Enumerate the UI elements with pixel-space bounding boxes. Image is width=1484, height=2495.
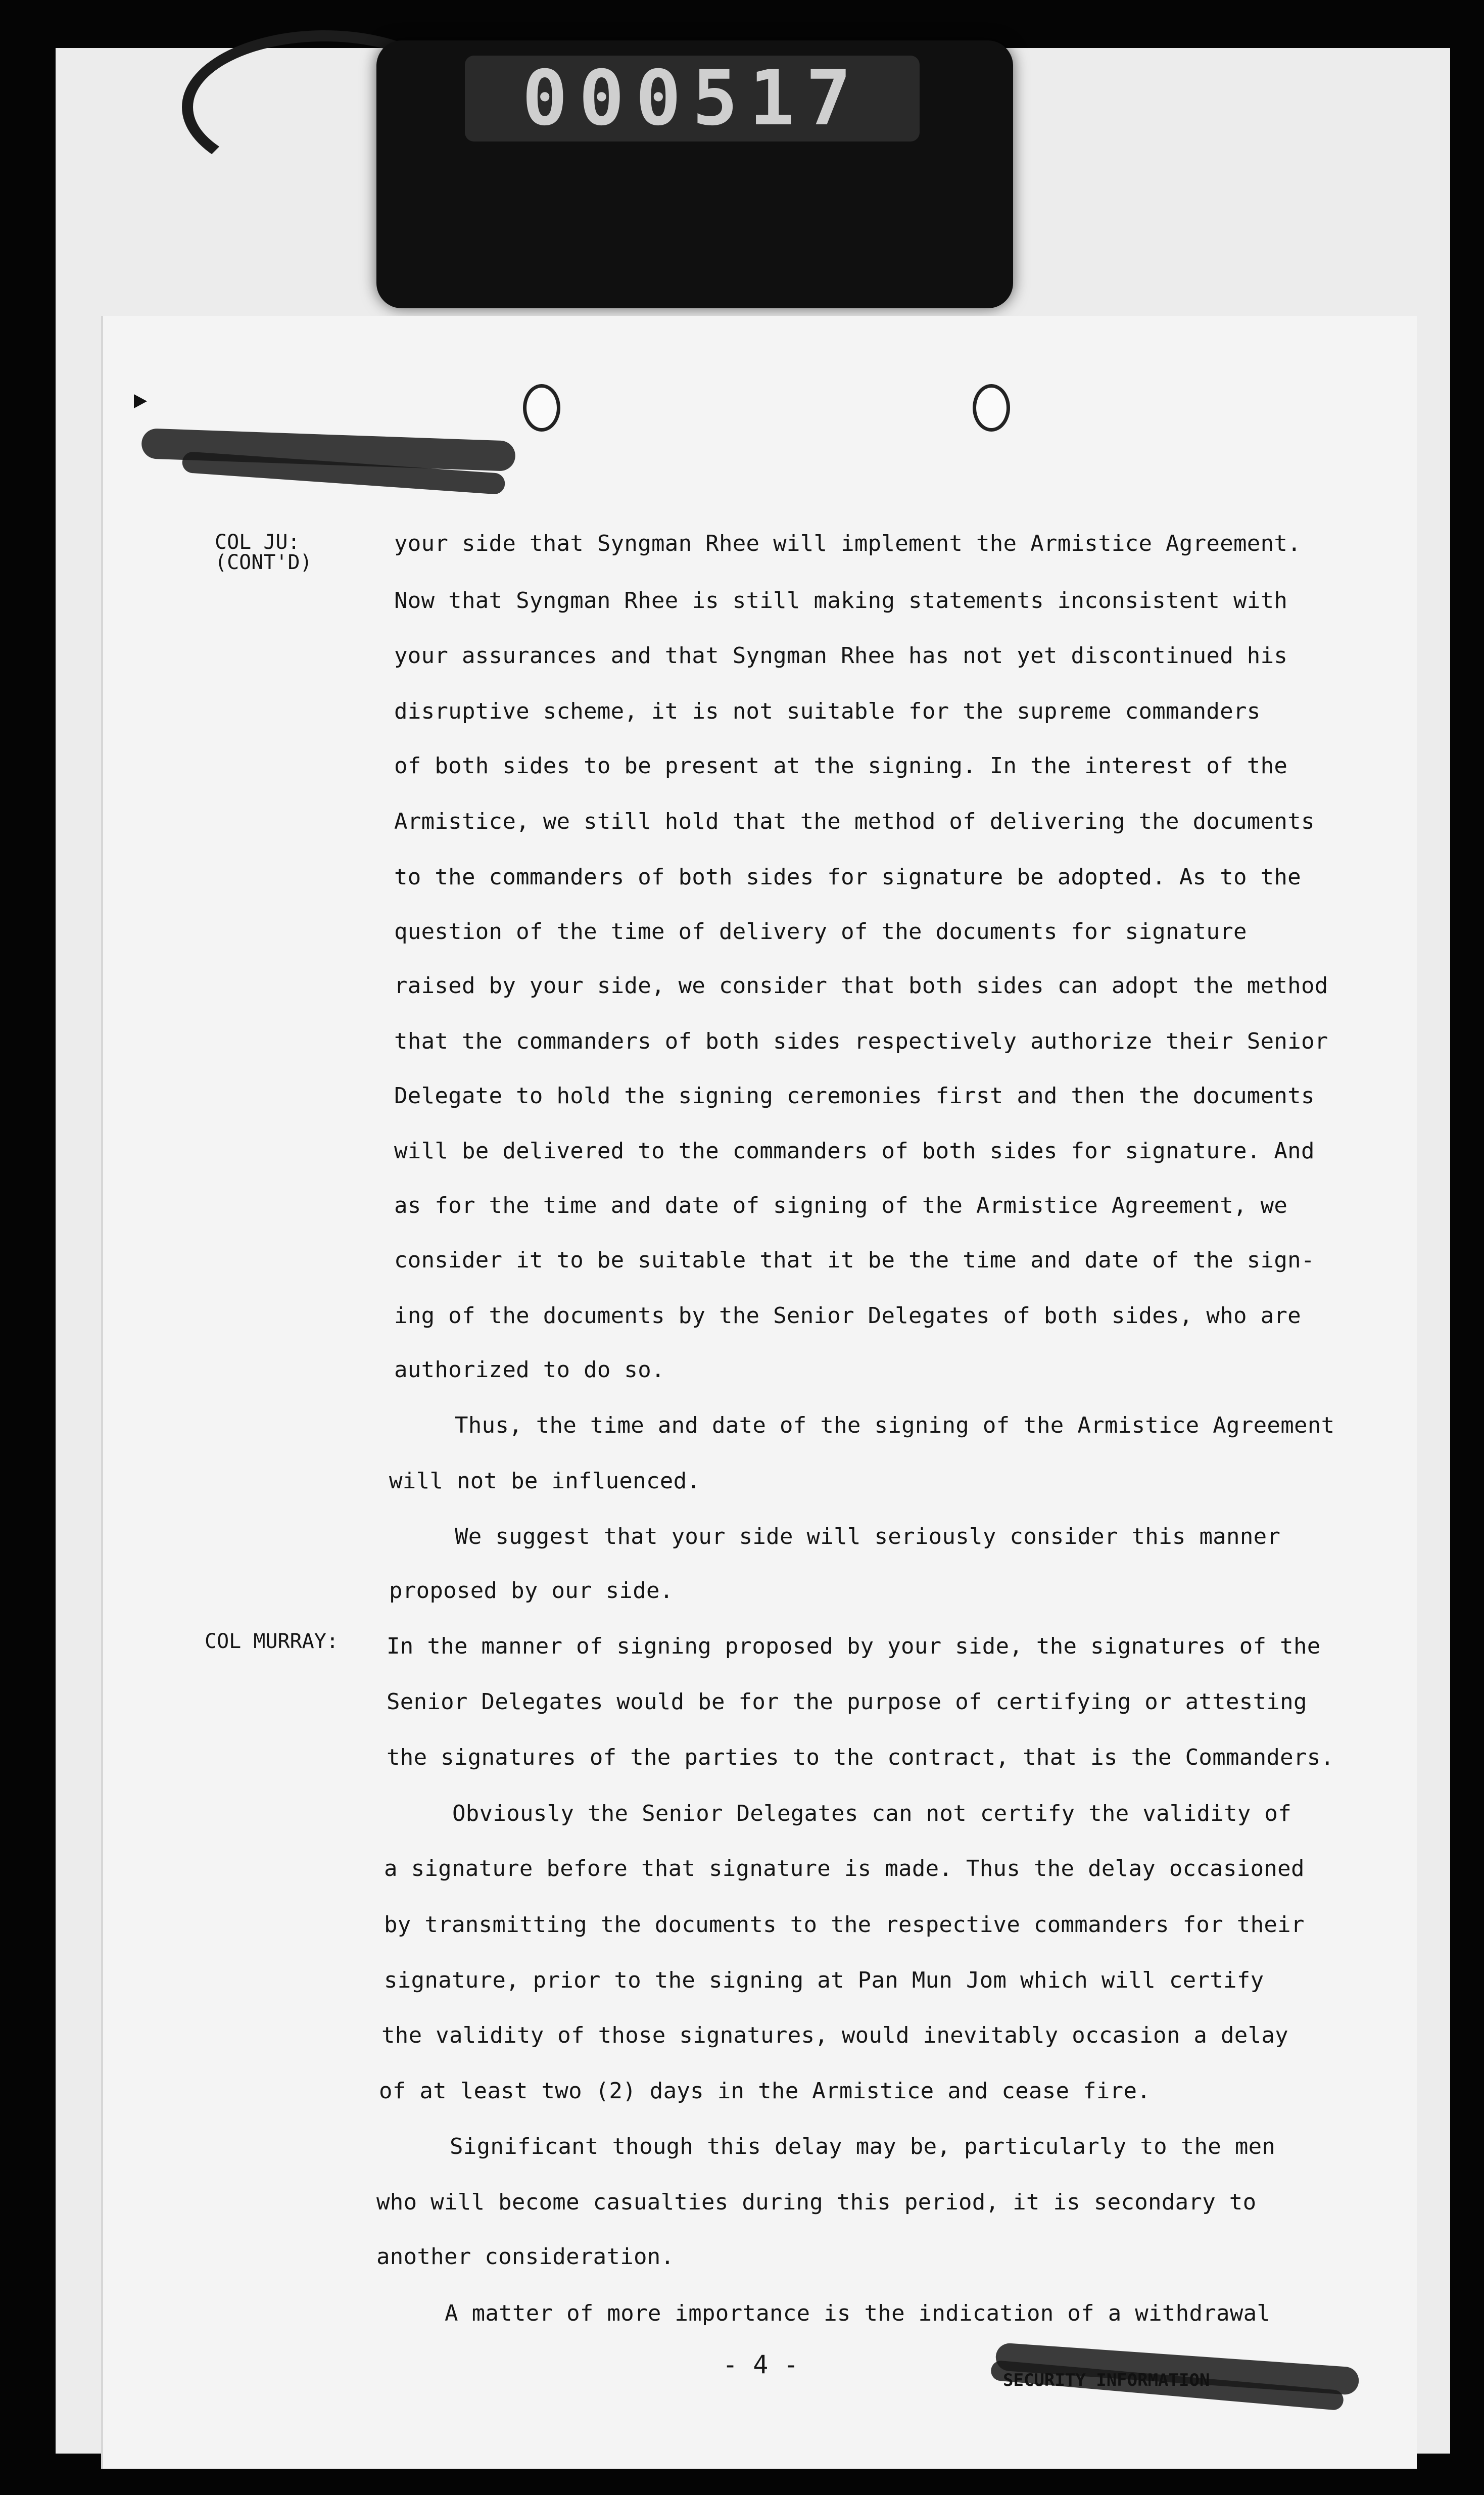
punch-hole-left [523, 384, 560, 432]
text-line: Significant though this delay may be, particularly to the men [450, 2134, 1276, 2159]
text-line: to the commanders of both sides for signature be adopted. As to the [394, 864, 1301, 890]
text-line: signature, prior to the signing at Pan Mun Jom which will certify [384, 1967, 1264, 1993]
speaker-label-contd: (CONT'D) [215, 551, 312, 574]
text-line: Armistice, we still hold that the method of delivering the documents [394, 809, 1315, 834]
text-line: your side that Syngman Rhee will implement the Armistice Agreement. [394, 531, 1301, 556]
text-line: proposed by our side. [389, 1578, 674, 1604]
speaker-label-col-ju: COL JU: [215, 531, 300, 554]
text-line: as for the time and date of signing of the Armistice Agreement, we [394, 1193, 1288, 1218]
text-line: of at least two (2) days in the Armistice and cease fire. [379, 2078, 1151, 2104]
text-line: Thus, the time and date of the signing of the Armistice Agreement [455, 1413, 1335, 1438]
text-line: question of the time of delivery of the documents for signature [394, 919, 1247, 945]
page-number: - 4 - [723, 2350, 799, 2379]
text-line: a signature before that signature is made. Thus the delay occasioned [384, 1856, 1305, 1881]
text-line: the validity of those signatures, would inevitably occasion a delay [381, 2022, 1288, 2048]
text-line: Senior Delegates would be for the purpose of certifying or attesting [387, 1689, 1307, 1715]
counter-window [465, 56, 920, 142]
text-line: consider it to be suitable that it be the time and date of the sign- [394, 1247, 1315, 1273]
text-line: of both sides to be present at the signing. In the interest of the [394, 753, 1288, 779]
text-line: disruptive scheme, it is not suitable for the supreme commanders [394, 698, 1261, 724]
text-line: your assurances and that Syngman Rhee has not yet discontinued his [394, 643, 1288, 669]
speaker-label-col-murray: COL MURRAY: [205, 1630, 339, 1653]
text-line: by transmitting the documents to the respective commanders for their [384, 1912, 1305, 1938]
margin-arrow-icon [134, 394, 147, 408]
text-line: another consideration. [376, 2244, 675, 2270]
text-line: We suggest that your side will seriously consider this manner [455, 1524, 1281, 1549]
text-line: who will become casualties during this period, it is secondary to [376, 2189, 1257, 2215]
punch-hole-right [973, 384, 1010, 432]
text-line: will not be influenced. [389, 1468, 701, 1494]
text-line: that the commanders of both sides respectively authorize their Senior [394, 1028, 1328, 1054]
counter-digits: 000517 [522, 55, 863, 143]
text-line: ing of the documents by the Senior Delegates of both sides, who are [394, 1303, 1301, 1329]
classification-mark: SECURITY INFORMATION [1003, 2370, 1210, 2390]
text-line: authorized to do so. [394, 1357, 665, 1383]
text-line: the signatures of the parties to the contract, that is the Commanders. [387, 1745, 1334, 1770]
text-line: A matter of more importance is the indication of a withdrawal [445, 2300, 1271, 2326]
text-line: raised by your side, we consider that both sides can adopt the method [394, 973, 1328, 999]
text-line: will be delivered to the commanders of both sides for signature. And [394, 1138, 1315, 1164]
text-line: Obviously the Senior Delegates can not certify the validity of [452, 1801, 1291, 1826]
text-line: In the manner of signing proposed by your side, the signatures of the [387, 1633, 1321, 1659]
text-line: Now that Syngman Rhee is still making statements inconsistent with [394, 588, 1288, 614]
text-line: Delegate to hold the signing ceremonies first and then the documents [394, 1083, 1315, 1109]
